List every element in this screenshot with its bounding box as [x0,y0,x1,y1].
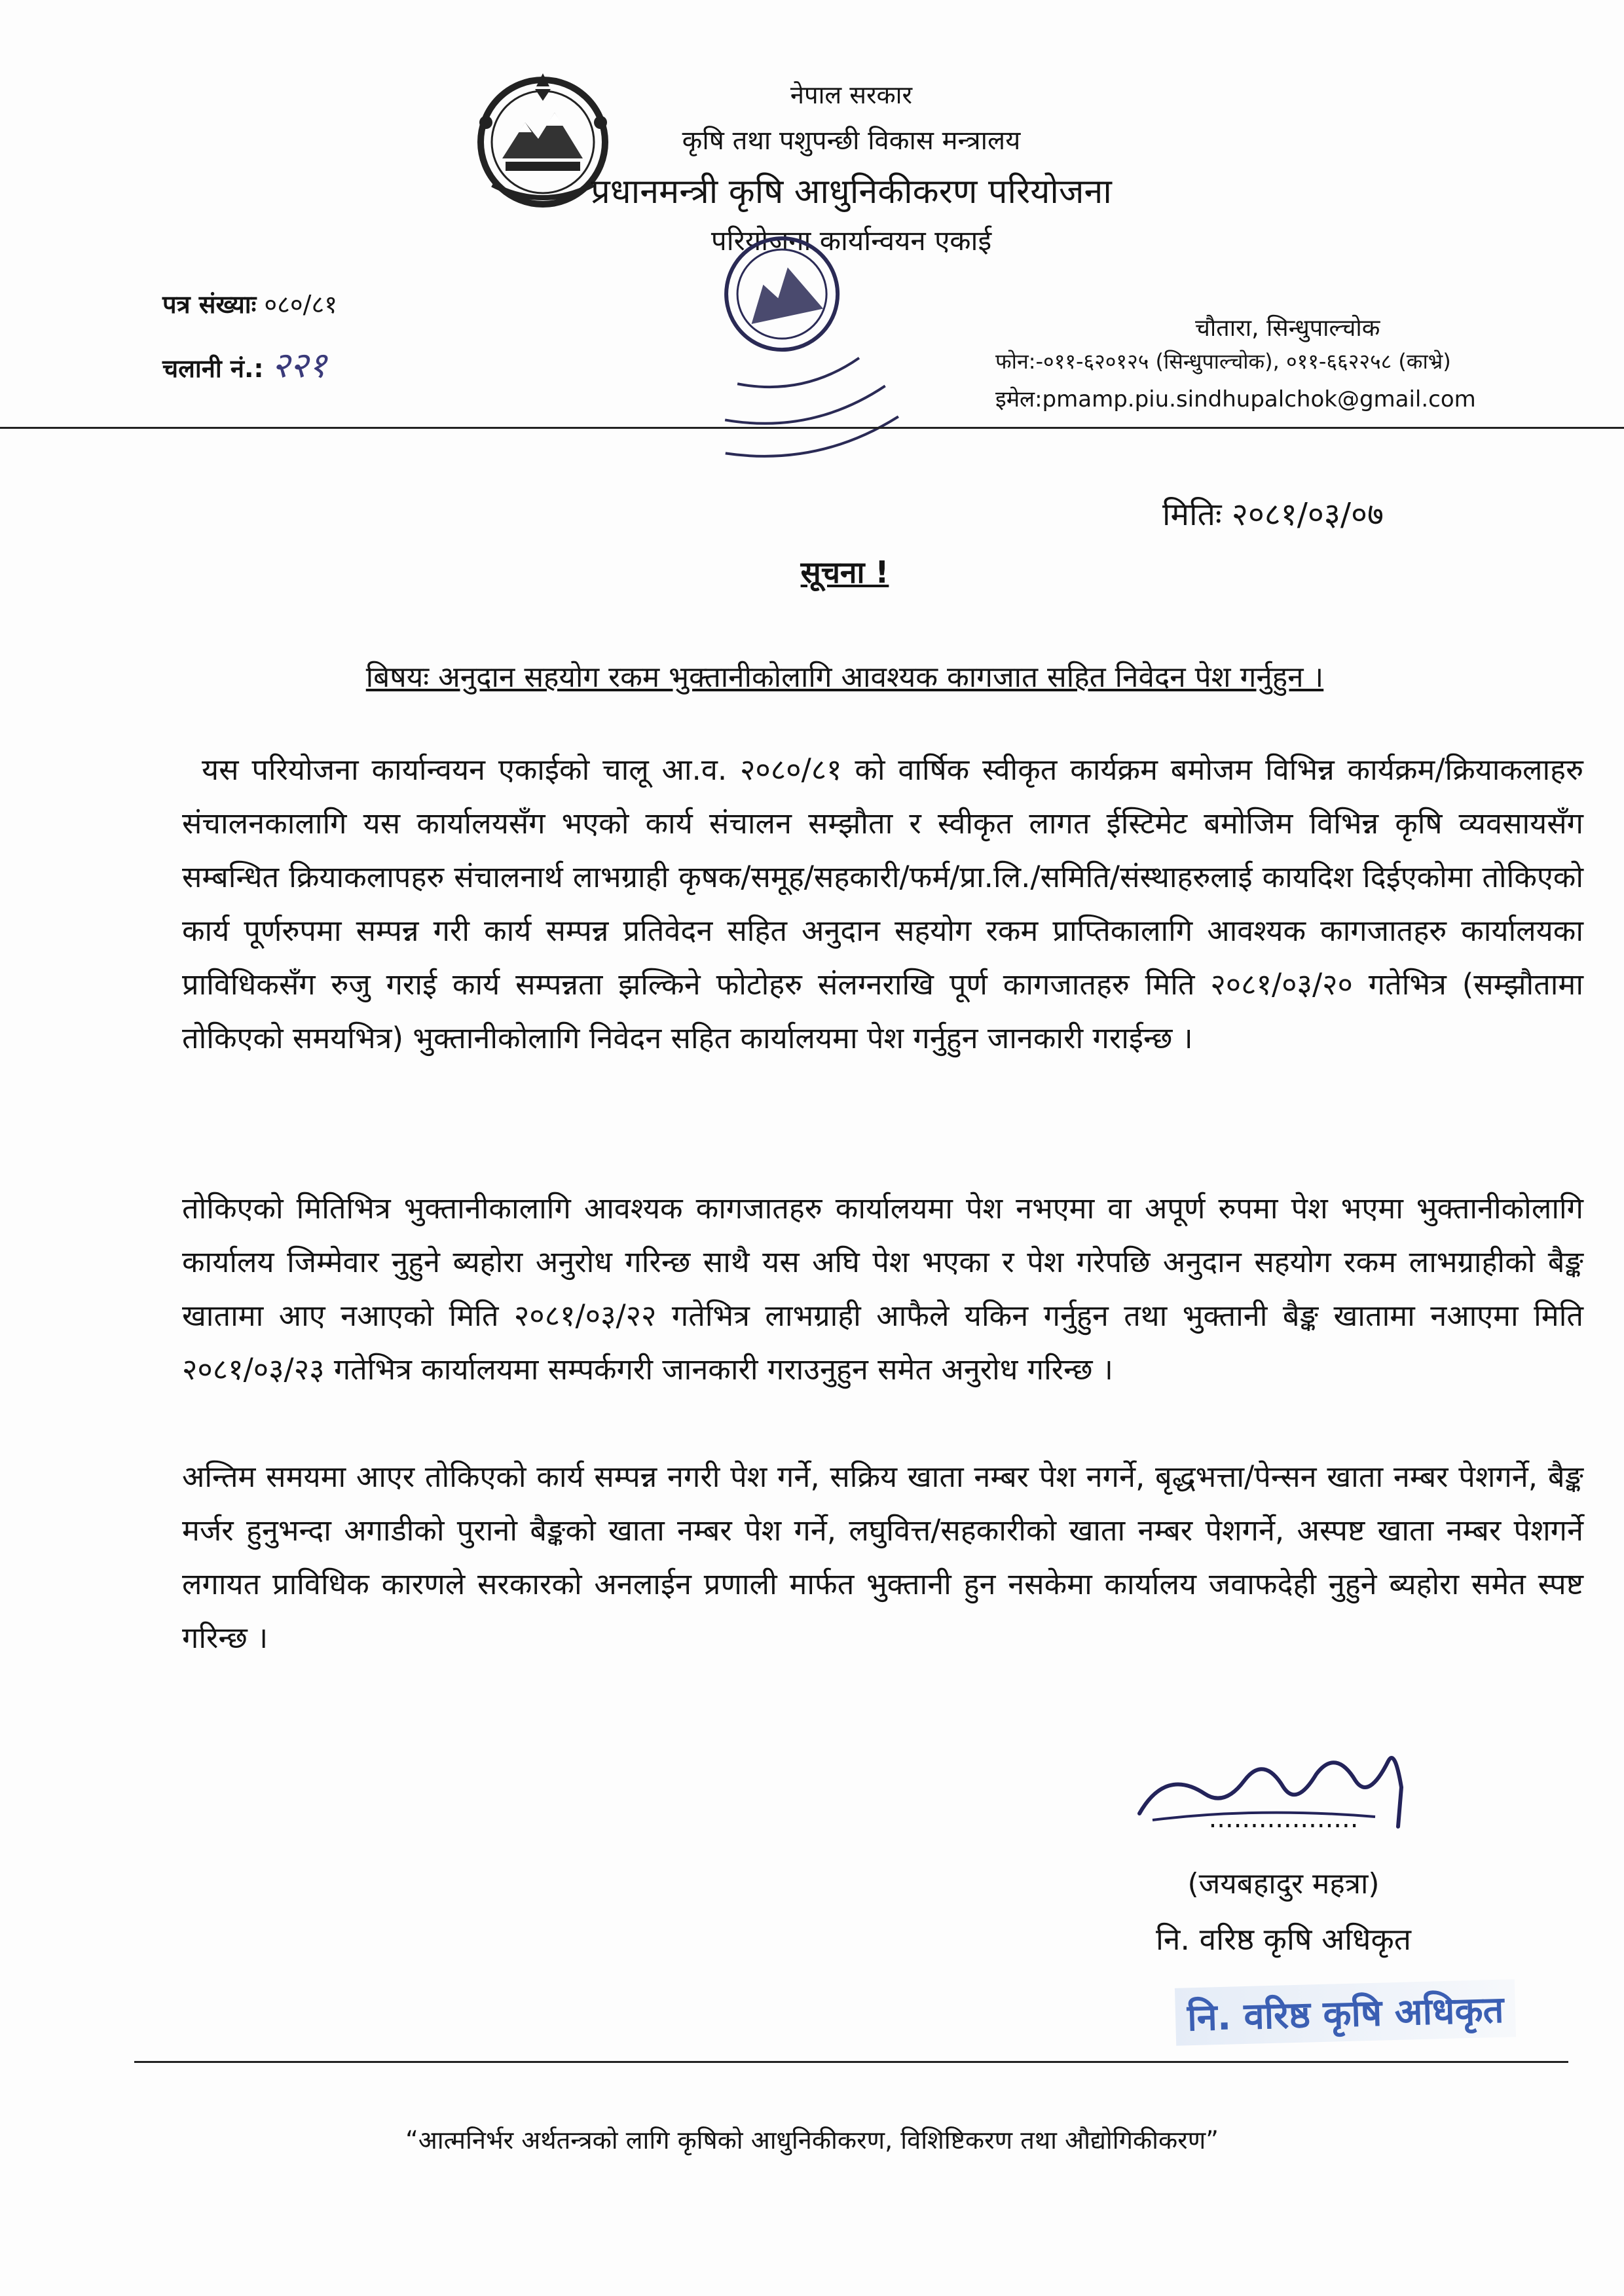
signatory-name: (जयबहादुर महत्रा) [1187,1867,1380,1901]
ref-label: पत्र संख्याः [162,290,257,319]
header-project: प्रधानमन्त्री कृषि आधुनिकीकरण परियोजना [591,172,1112,211]
designation-stamp: नि. वरिष्ठ कृषि अधिकृत [1175,1979,1517,2046]
signatory-designation: नि. वरिष्ठ कृषि अधिकृत [1155,1922,1412,1957]
office-phone: फोन:-०११-६२०१२५ (सिन्धुपाल्चोक), ०११-६६२२५८ (काभ्रे) [995,349,1451,374]
header-ministry: कृषि तथा पशुपन्छी विकास मन्त्रालय [682,126,1021,156]
body-paragraph-1: यस परियोजना कार्यान्वयन एकाईको चालू आ.व. २०८०/८१ को वार्षिक स्वीकृत कार्यक्रम बमोजम विभिन्न कार्यक्रम/क्रियाकलाहरु संचालनकालागि यस कार्यालयसँग भएको कार्य संचालन सम्झौता र स्वीकृत लागत ईस्टिमेट बमोजिम विभिन्न कृषि व्यवसायसँग सम्बन्धित क्रियाकलापहरु संचालनार्थ लाभग्राही कृषक/समूह/सहकारी/फर्म/प्रा.लि./समिति/संस्थाहरुलाई कायदिश दिईएकोमा तोकिएको कार्य पूर्णरुपमा सम्पन्न गरी कार्य सम्पन्न प्रतिवेदन सहित अनुदान सहयोग रकम प्राप्तिकालागि आवश्यक कागजातहरु कार्यालयका प्राविधिकसँग रुजु गराई कार्य सम्पन्नता झल्किने फोटोहरु संलग्नराखि पूर्ण कागजातहरु मिति २०८१/०३/२० गतेभित्र (सम्झौतामा तोकिएको समयभित्र) भुक्तानीकोलागि निवेदन सहित कार्यालयमा पेश गर्नुहुन जानकारी गराईन्छ । [182,752,1583,1055]
letter-subject: बिषयः अनुदान सहयोग रकम भुक्तानीकोलागि आवश्यक कागजात सहित निवेदन पेश गर्नुहुन । [365,661,1324,694]
office-email: इमेल:pmamp.piu.sindhupalchok@gmail.com [995,386,1476,412]
header-gov: नेपाल सरकार [790,81,913,109]
body-paragraph-2: तोकिएको मितिभित्र भुक्तानीकालागि आवश्यक कागजातहरु कार्यालयमा पेश नभएमा वा अपूर्ण रुपमा पेश भएमा भुक्तानीकोलागि कार्यालय जिम्मेवार नुहुने ब्यहोरा अनुरोध गरिन्छ साथै यस अघि पेश भएका र पेश गरेपछि अनुदान सहयोग रकम लाभग्राहीको बैङ्क खातामा आए नआएको मिति २०८१/०३/२२ गतेभित्र लाभग्राही आफैले यकिन गर्नुहुन तथा भुक्तानी बैङ्क खातामा नआएमा मिति २०८१/०३/२३ गतेभित्र कार्यालयमा सम्पर्कगरी जानकारी गराउनुहुन समेत अनुरोध गरिन्छ । [182,1191,1583,1387]
body-paragraph-3: अन्तिम समयमा आएर तोकिएको कार्य सम्पन्न नगरी पेश गर्ने, सक्रिय खाता नम्बर पेश नगर्ने, बृद्धभत्ता/पेन्सन खाता नम्बर पेशगर्ने, बैङ्क मर्जर हुनुभन्दा अगाडीको पुरानो बैङ्कको खाता नम्बर पेश गर्ने, लघुवित्त/सहकारीको खाता नम्बर पेशगर्ने, अस्पष्ट खाता नम्बर पेशगर्ने लगायत प्राविधिक कारणले सरकारको अनलाईन प्रणाली मार्फत भुक्तानी हुन नसकेमा कार्यालय जवाफदेही नुहुने ब्यहोरा समेत स्पष्ट गरिन्छ । [182,1459,1583,1655]
dispatch-label: चलानी नं.: [162,354,264,383]
signature-dots: .................. [1208,1804,1359,1834]
signature-icon [1126,1728,1454,1859]
ref-number [162,287,337,321]
header-divider [0,427,1624,429]
office-address: चौतारा, सिन्धुपाल्चोक [1195,315,1380,342]
letter-date: मितिः २०८१/०३/०७ [1162,496,1384,533]
office-seal-icon [661,228,920,496]
header-unit: परियोजना कार्यान्वयन एकाई [710,225,992,257]
dispatch-value: २२१ [271,344,327,386]
notice-title: सूचना ! [800,555,889,590]
ref-value: ०८०/८१ [264,290,337,319]
footer-motto: “आत्मनिर्भर अर्थतन्त्रको लागि कृषिको आधुनिकीकरण, विशिष्टिकरण तथा औद्योगिकीकरण” [405,2126,1219,2155]
footer-divider [134,2061,1568,2063]
dispatch-number [162,339,327,388]
